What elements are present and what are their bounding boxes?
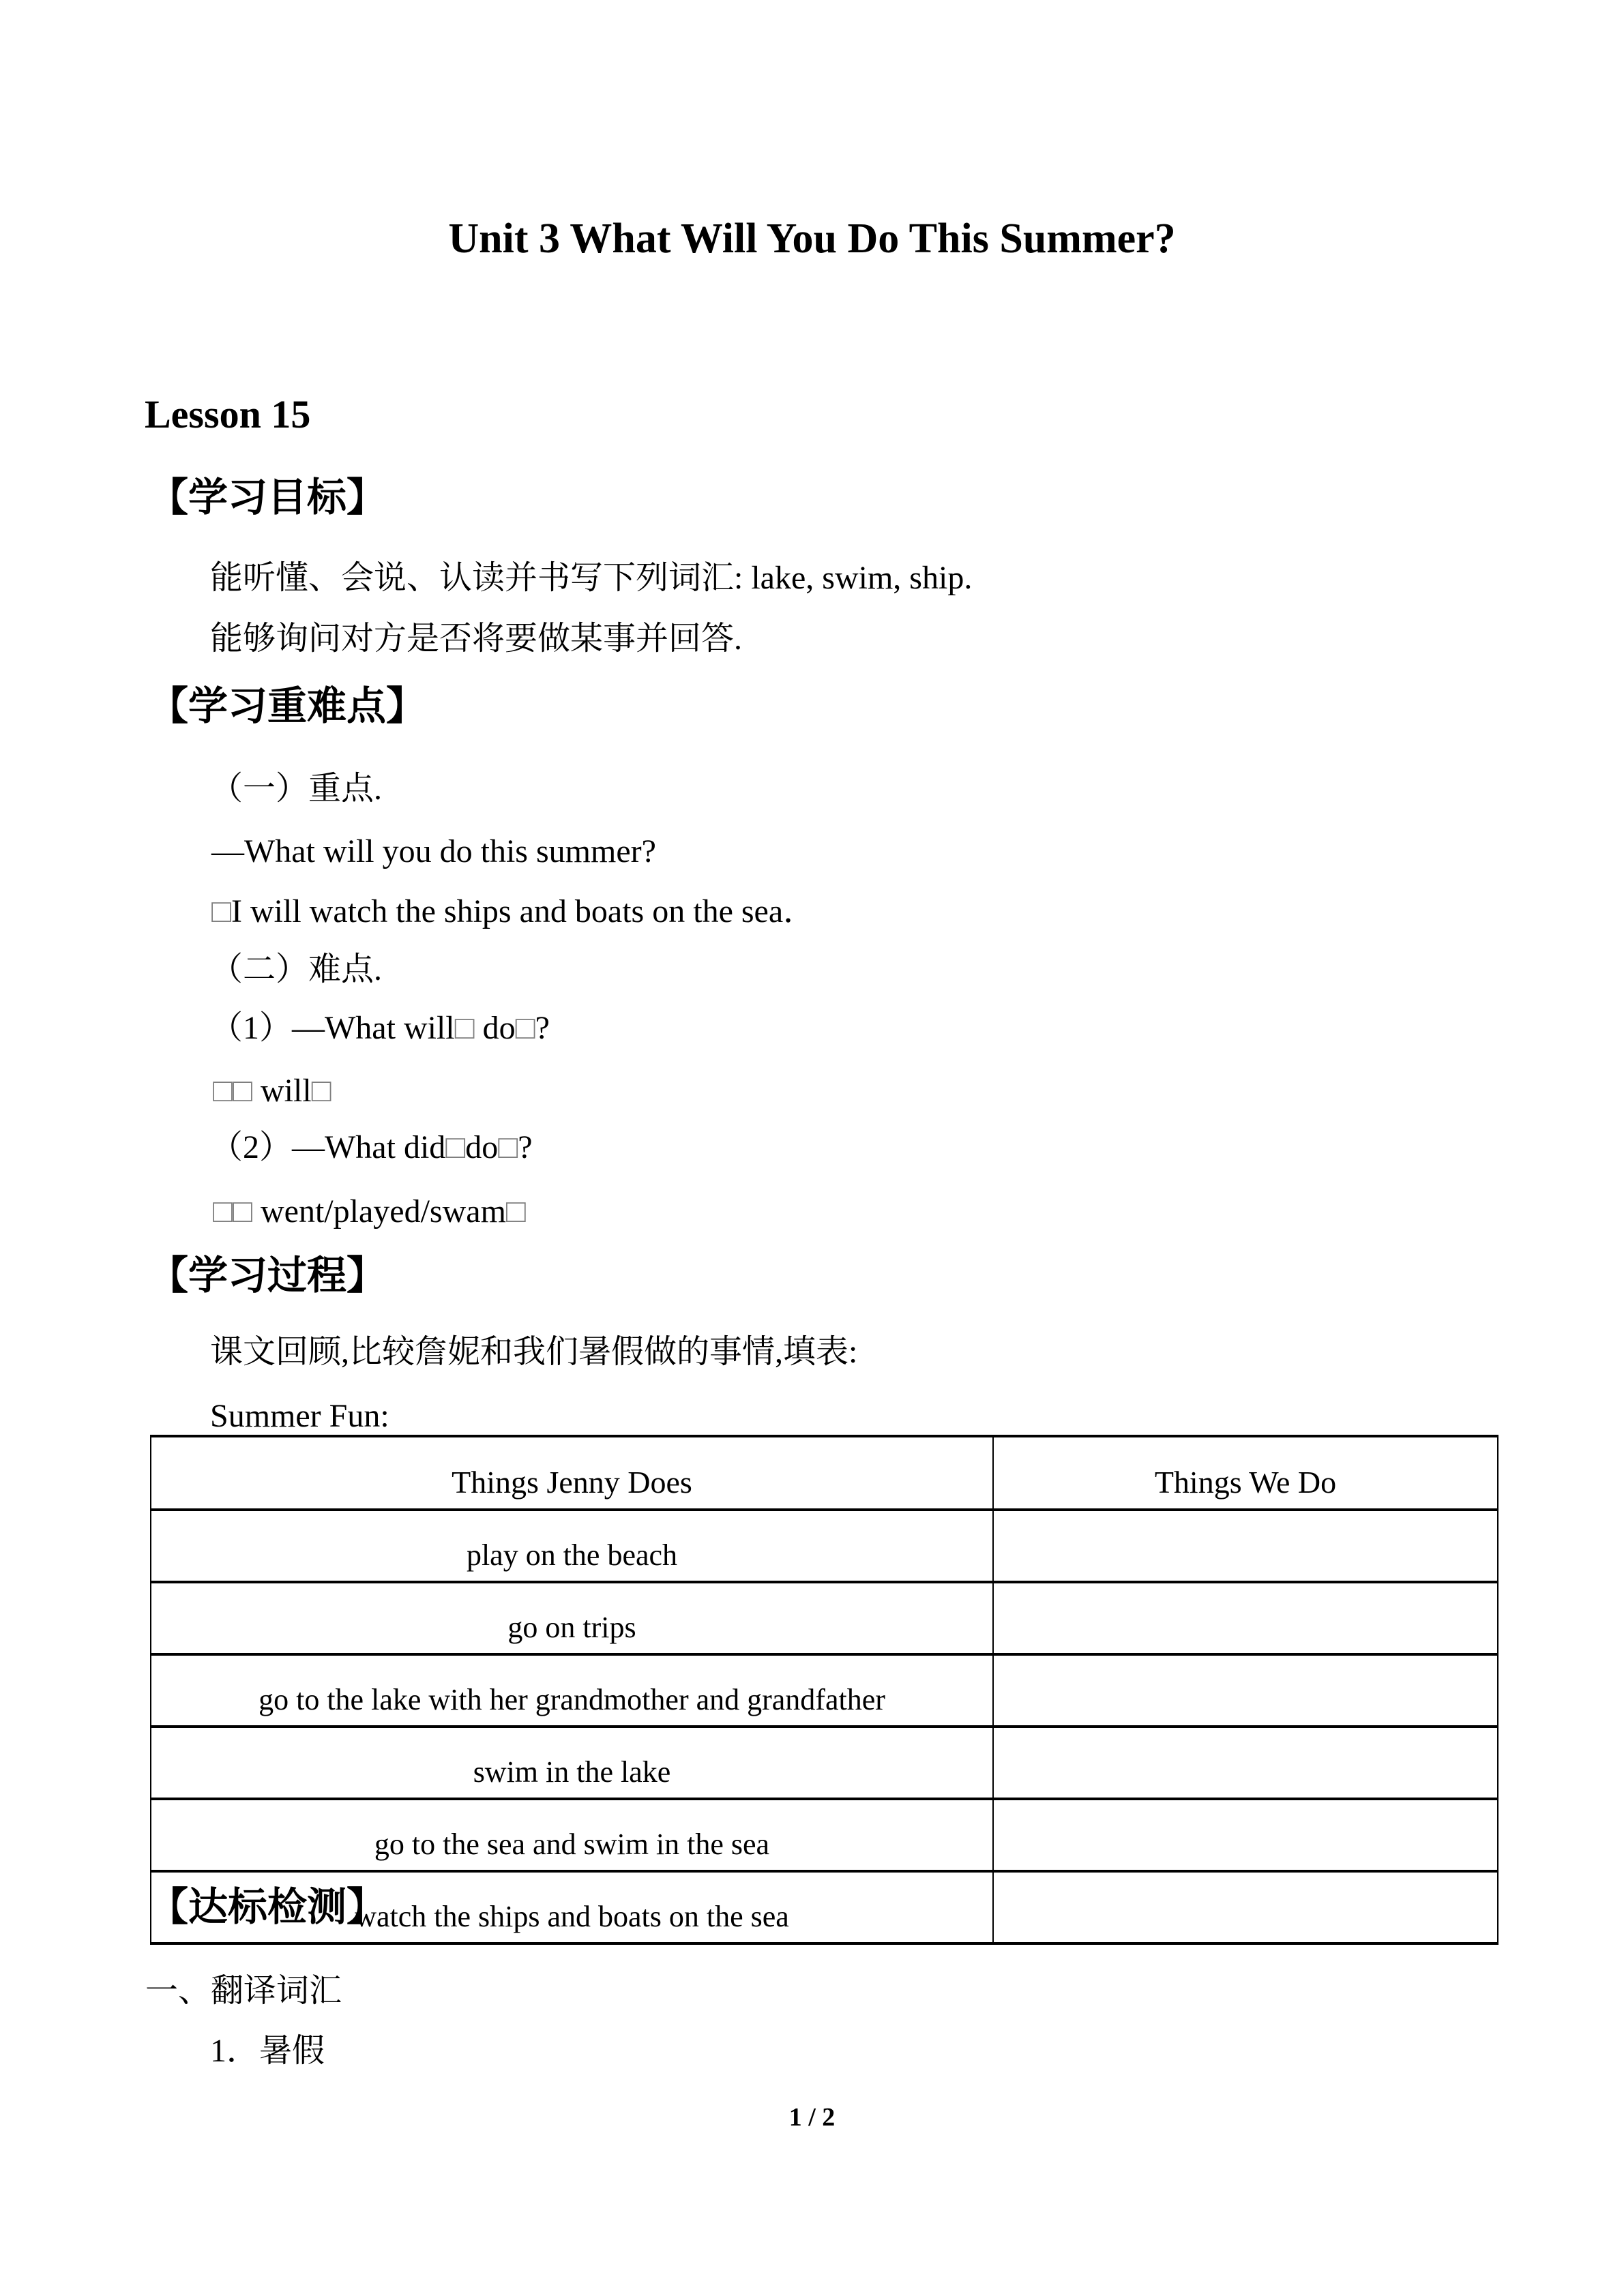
table-caption: Summer Fun: [210, 1398, 389, 1434]
doc-title: Unit 3 What Will You Do This Summer? [448, 215, 1176, 262]
assessment-section-1: 一、翻译词汇 [145, 1973, 342, 2009]
key-point-line-4: （二）难点. [210, 951, 383, 987]
table-cell-we [993, 1871, 1498, 1943]
table-header-row [151, 1436, 1498, 1510]
key-point-line-8: □□ went/played/swam□ [213, 1193, 526, 1229]
table-cell-we [993, 1654, 1498, 1727]
key-point-line-7: （2）—What did□do□? [210, 1129, 533, 1165]
table-cell-jenny: watch the ships and boats on the sea [151, 1871, 993, 1943]
key-point-line-3: □I will watch the ships and boats on the sea． [211, 893, 816, 929]
table-header-jenny: Things Jenny Does [151, 1436, 993, 1510]
table-row [151, 1582, 1498, 1654]
missing-glyph-box: □ [515, 1010, 535, 1046]
table-cell-we [993, 1799, 1498, 1871]
section-heading-assessment: 【达标检测】 [149, 1885, 387, 1929]
key-point-line-6: □□ will□ [213, 1073, 331, 1109]
table-row [151, 1799, 1498, 1871]
table-row [151, 1727, 1498, 1799]
missing-glyph-box: □ [233, 1193, 252, 1229]
table-row [151, 1510, 1498, 1582]
page-number: 1 / 2 [788, 2103, 836, 2132]
missing-glyph-box: □ [445, 1129, 466, 1165]
missing-glyph-box: □ [505, 1193, 526, 1229]
missing-glyph-box: □ [311, 1073, 331, 1109]
table-cell-jenny: go to the sea and swim in the sea [151, 1799, 993, 1871]
summer-fun-table [150, 1435, 1498, 1945]
table-cell-jenny: go on trips [151, 1582, 993, 1654]
key-point-line-1: （一）重点. [210, 771, 383, 807]
objective-line-1: 能听懂、会说、认读并书写下列词汇: lake, swim, ship. [210, 560, 973, 596]
lesson-heading: Lesson 15 [145, 392, 311, 436]
missing-glyph-box: □ [213, 1073, 233, 1109]
table-cell-jenny: swim in the lake [151, 1727, 993, 1799]
table-cell-jenny: play on the beach [151, 1510, 993, 1582]
missing-glyph-box: □ [211, 893, 231, 929]
missing-glyph-box: □ [454, 1010, 475, 1046]
key-point-line-5: （1）—What will□ do□? [210, 1010, 550, 1046]
table-cell-we [993, 1510, 1498, 1582]
missing-glyph-box: □ [498, 1129, 518, 1165]
table-cell-jenny: go to the lake with her grandmother and grandfather [151, 1654, 993, 1727]
process-intro: 课文回顾,比较詹妮和我们暑假做的事情,填表: [210, 1334, 858, 1370]
table-row [151, 1654, 1498, 1727]
section-heading-objectives: 【学习目标】 [149, 475, 387, 520]
missing-glyph-box: □ [233, 1073, 252, 1109]
missing-glyph-box: □ [213, 1193, 233, 1229]
section-heading-process: 【学习过程】 [149, 1253, 387, 1298]
table-cell-we [993, 1582, 1498, 1654]
table-cell-we [993, 1727, 1498, 1799]
objective-line-2: 能够询问对方是否将要做某事并回答. [210, 621, 743, 657]
section-heading-key-points: 【学习重难点】 [149, 684, 426, 728]
table-header-we: Things We Do [993, 1436, 1498, 1510]
key-point-line-2: —What will you do this summer? [211, 833, 656, 869]
assessment-item-1: 1．暑假 [210, 2033, 325, 2069]
